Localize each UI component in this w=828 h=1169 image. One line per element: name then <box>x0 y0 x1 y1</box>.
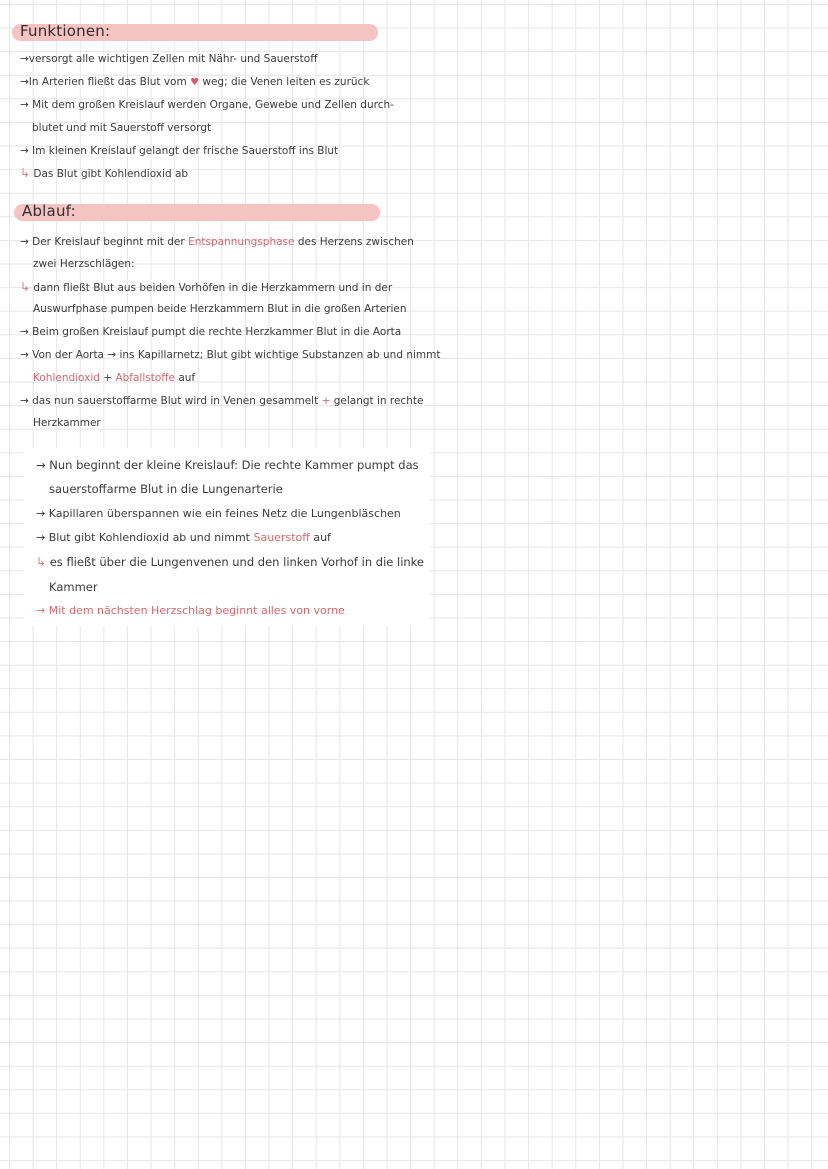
functions-line-5: → Im kleinen Kreislauf gelangt der frische Sauerstoff ins Blut <box>20 145 339 157</box>
process-line-7 <box>33 371 195 385</box>
functions-line-4: blutet und mit Sauerstoff versorgt <box>32 122 212 134</box>
process-line-7-end: auf <box>178 372 196 384</box>
process-heading: Ablauf: <box>22 202 76 220</box>
term-entspannungsphase: Entspannungsphase <box>188 236 295 248</box>
process-line-1-c: des Herzens zwischen <box>297 236 414 248</box>
small-line-5 <box>36 555 424 569</box>
small-line-2: sauerstoffarme Blut in die Lungenarterie <box>49 482 283 496</box>
functions-line-6 <box>20 166 188 181</box>
small-line-4-a: → Blut gibt Kohlendioxid ab und nimmt <box>36 531 250 544</box>
functions-line-3: → Mit dem großen Kreislauf werden Organe, Gewebe und Zellen durch- <box>20 99 394 111</box>
term-sauerstoff: Sauerstoff <box>253 531 310 544</box>
heart-icon: ♥ <box>190 77 200 88</box>
process-line-5: → Beim großen Kreislauf pumpt die rechte Herzkammer Blut in die Aorta <box>20 326 402 338</box>
process-line-1 <box>20 235 414 249</box>
term-abfallstoffe: Abfallstoffe <box>115 372 175 384</box>
plus-sign: + <box>103 372 113 384</box>
hook-arrow-icon: ↳ <box>20 166 31 180</box>
plus-sign: + <box>321 395 331 407</box>
process-line-9: Herzkammer <box>33 417 101 429</box>
small-line-7: → Mit dem nächsten Herzschlag beginnt alles von vorne <box>36 604 345 617</box>
process-line-8-a: → das nun sauerstoffarme Blut wird in Venen gesammelt <box>20 395 319 407</box>
hook-arrow-icon: ↳ <box>20 280 31 294</box>
small-line-4 <box>36 531 331 545</box>
functions-line-2-start: →In Arterien fließt das Blut vom <box>20 76 187 88</box>
process-heading-bar <box>14 204 380 221</box>
small-line-3: → Kapillaren überspannen wie ein feines Netz die Lungenbläschen <box>36 507 401 520</box>
functions-line-2 <box>20 75 369 90</box>
process-line-8 <box>20 394 423 408</box>
small-line-5-text: es fließt über die Lungenvenen und den linken Vorhof in die linke <box>49 555 425 569</box>
functions-line-1: →versorgt alle wichtigen Zellen mit Nähr- und Sauerstoff <box>20 53 318 65</box>
functions-line-6-text: Das Blut gibt Kohlendioxid ab <box>33 168 189 180</box>
process-line-1-a: → Der Kreislauf beginnt mit der <box>20 236 185 248</box>
small-line-1: → Nun beginnt der kleine Kreislauf: Die rechte Kammer pumpt das <box>36 458 419 472</box>
small-line-4-c: auf <box>313 531 331 544</box>
process-line-2: zwei Herzschlägen: <box>33 258 135 270</box>
functions-heading-bar <box>12 24 378 41</box>
process-line-3 <box>20 280 392 295</box>
process-line-6: → Von der Aorta → ins Kapillarnetz; Blut gibt wichtige Substanzen ab und nimmt <box>20 349 441 361</box>
small-line-6: Kammer <box>49 580 98 594</box>
term-kohlendioxid: Kohlendioxid <box>33 372 100 384</box>
hook-arrow-icon: ↳ <box>36 555 47 569</box>
functions-heading: Funktionen: <box>20 22 111 40</box>
process-line-3-text: dann fließt Blut aus beiden Vorhöfen in die Herzkammern und in der <box>33 282 393 294</box>
process-line-8-c: gelangt in rechte <box>333 395 424 407</box>
process-line-4: Auswurfphase pumpen beide Herzkammern Blut in die großen Arterien <box>33 303 407 315</box>
functions-line-2-end: weg; die Venen leiten es zurück <box>202 76 370 88</box>
